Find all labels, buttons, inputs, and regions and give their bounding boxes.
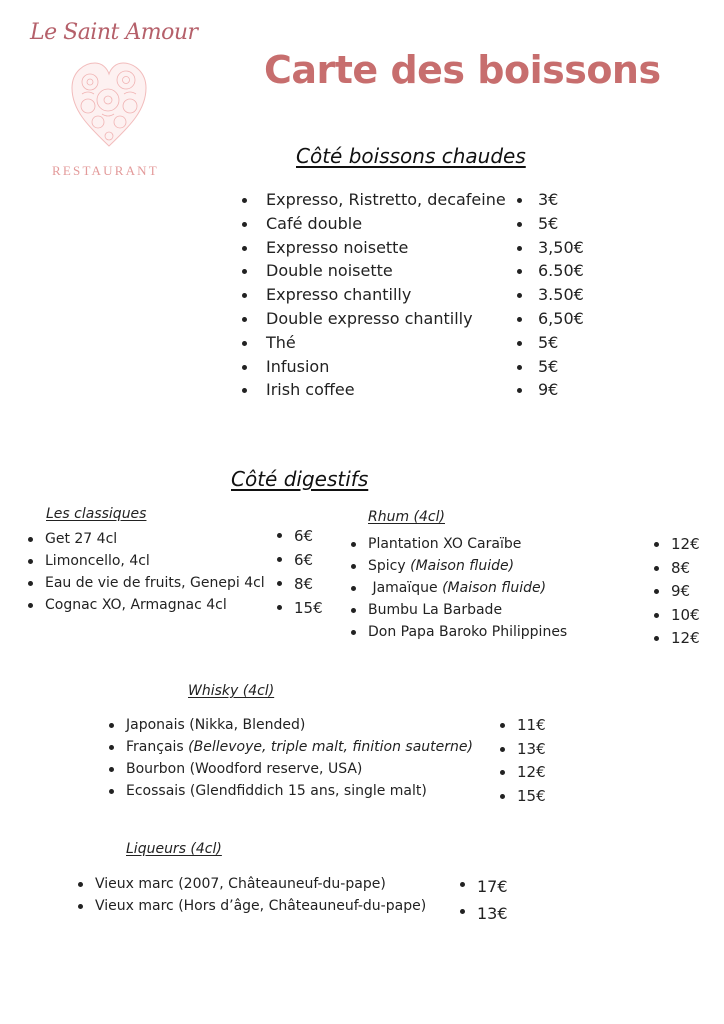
price: 3.50€ [515, 283, 584, 307]
price: 3€ [515, 188, 584, 212]
price: 13€ [457, 900, 508, 927]
rhum-list [348, 533, 567, 643]
price: 6.50€ [515, 259, 584, 283]
menu-item: Bumbu La Barbade [348, 599, 567, 621]
logo-subtitle: RESTAURANT [52, 163, 159, 178]
menu-item: Limoncello, 4cl [25, 550, 265, 572]
menu-item: Français (Bellevoye, triple malt, finition sauterne) [106, 736, 473, 758]
price: 6€ [274, 524, 323, 548]
page-title: Carte des boissons [264, 48, 661, 92]
price: 12€ [651, 627, 700, 651]
menu-item: Cognac XO, Armagnac 4cl [25, 594, 265, 616]
menu-item: Expresso chantilly [238, 283, 506, 307]
subsection-heading-liqueurs: Liqueurs (4cl) [126, 841, 222, 857]
price: 13€ [497, 738, 546, 762]
price: 5€ [515, 331, 584, 355]
menu-item: Vieux marc (2007, Châteauneuf-du-pape) [75, 873, 426, 895]
price: 6,50€ [515, 307, 584, 331]
hot-drinks-list [238, 188, 506, 402]
floral-heart-icon [68, 60, 150, 150]
price: 9€ [515, 378, 584, 402]
menu-item: Eau de vie de fruits, Genepi 4cl [25, 572, 265, 594]
price: 9€ [651, 580, 700, 604]
price: 5€ [515, 355, 584, 379]
liqueurs-prices [457, 873, 508, 927]
whisky-list [106, 714, 473, 802]
price: 15€ [497, 785, 546, 809]
price: 15€ [274, 596, 323, 620]
classiques-prices [274, 524, 323, 620]
hot-drinks-prices [515, 188, 584, 402]
menu-item: Expresso, Ristretto, decafeine [238, 188, 506, 212]
menu-item: Ecossais (Glendfiddich 15 ans, single malt) [106, 780, 473, 802]
section-heading-digestifs: Côté digestifs [231, 467, 369, 491]
logo-wordmark: Le Saint Amour [30, 20, 198, 45]
menu-item: Double noisette [238, 259, 506, 283]
menu-item: Expresso noisette [238, 236, 506, 260]
menu-item: Thé [238, 331, 506, 355]
menu-item: Jamaïque (Maison fluide) [348, 577, 567, 599]
menu-item: Get 27 4cl [25, 528, 265, 550]
liqueurs-list [75, 873, 426, 917]
menu-item: Plantation XO Caraïbe [348, 533, 567, 555]
price: 8€ [274, 572, 323, 596]
menu-item: Infusion [238, 355, 506, 379]
subsection-heading-rhum: Rhum (4cl) [368, 509, 445, 525]
menu-item: Café double [238, 212, 506, 236]
price: 12€ [497, 761, 546, 785]
subsection-heading-whisky: Whisky (4cl) [188, 683, 275, 699]
price: 10€ [651, 604, 700, 628]
price: 5€ [515, 212, 584, 236]
price: 6€ [274, 548, 323, 572]
price: 11€ [497, 714, 546, 738]
menu-item: Vieux marc (Hors d’âge, Châteauneuf-du-pape) [75, 895, 426, 917]
rhum-prices [651, 533, 700, 651]
menu-item: Irish coffee [238, 378, 506, 402]
price: 3,50€ [515, 236, 584, 260]
menu-item: Double expresso chantilly [238, 307, 506, 331]
menu-item: Spicy (Maison fluide) [348, 555, 567, 577]
section-heading-hot-drinks: Côté boissons chaudes [296, 144, 526, 168]
classiques-list [25, 528, 265, 616]
menu-item: Bourbon (Woodford reserve, USA) [106, 758, 473, 780]
menu-item: Don Papa Baroko Philippines [348, 621, 567, 643]
whisky-prices [497, 714, 546, 808]
subsection-heading-classiques: Les classiques [46, 506, 147, 522]
price: 17€ [457, 873, 508, 900]
price: 8€ [651, 557, 700, 581]
price: 12€ [651, 533, 700, 557]
menu-item: Japonais (Nikka, Blended) [106, 714, 473, 736]
